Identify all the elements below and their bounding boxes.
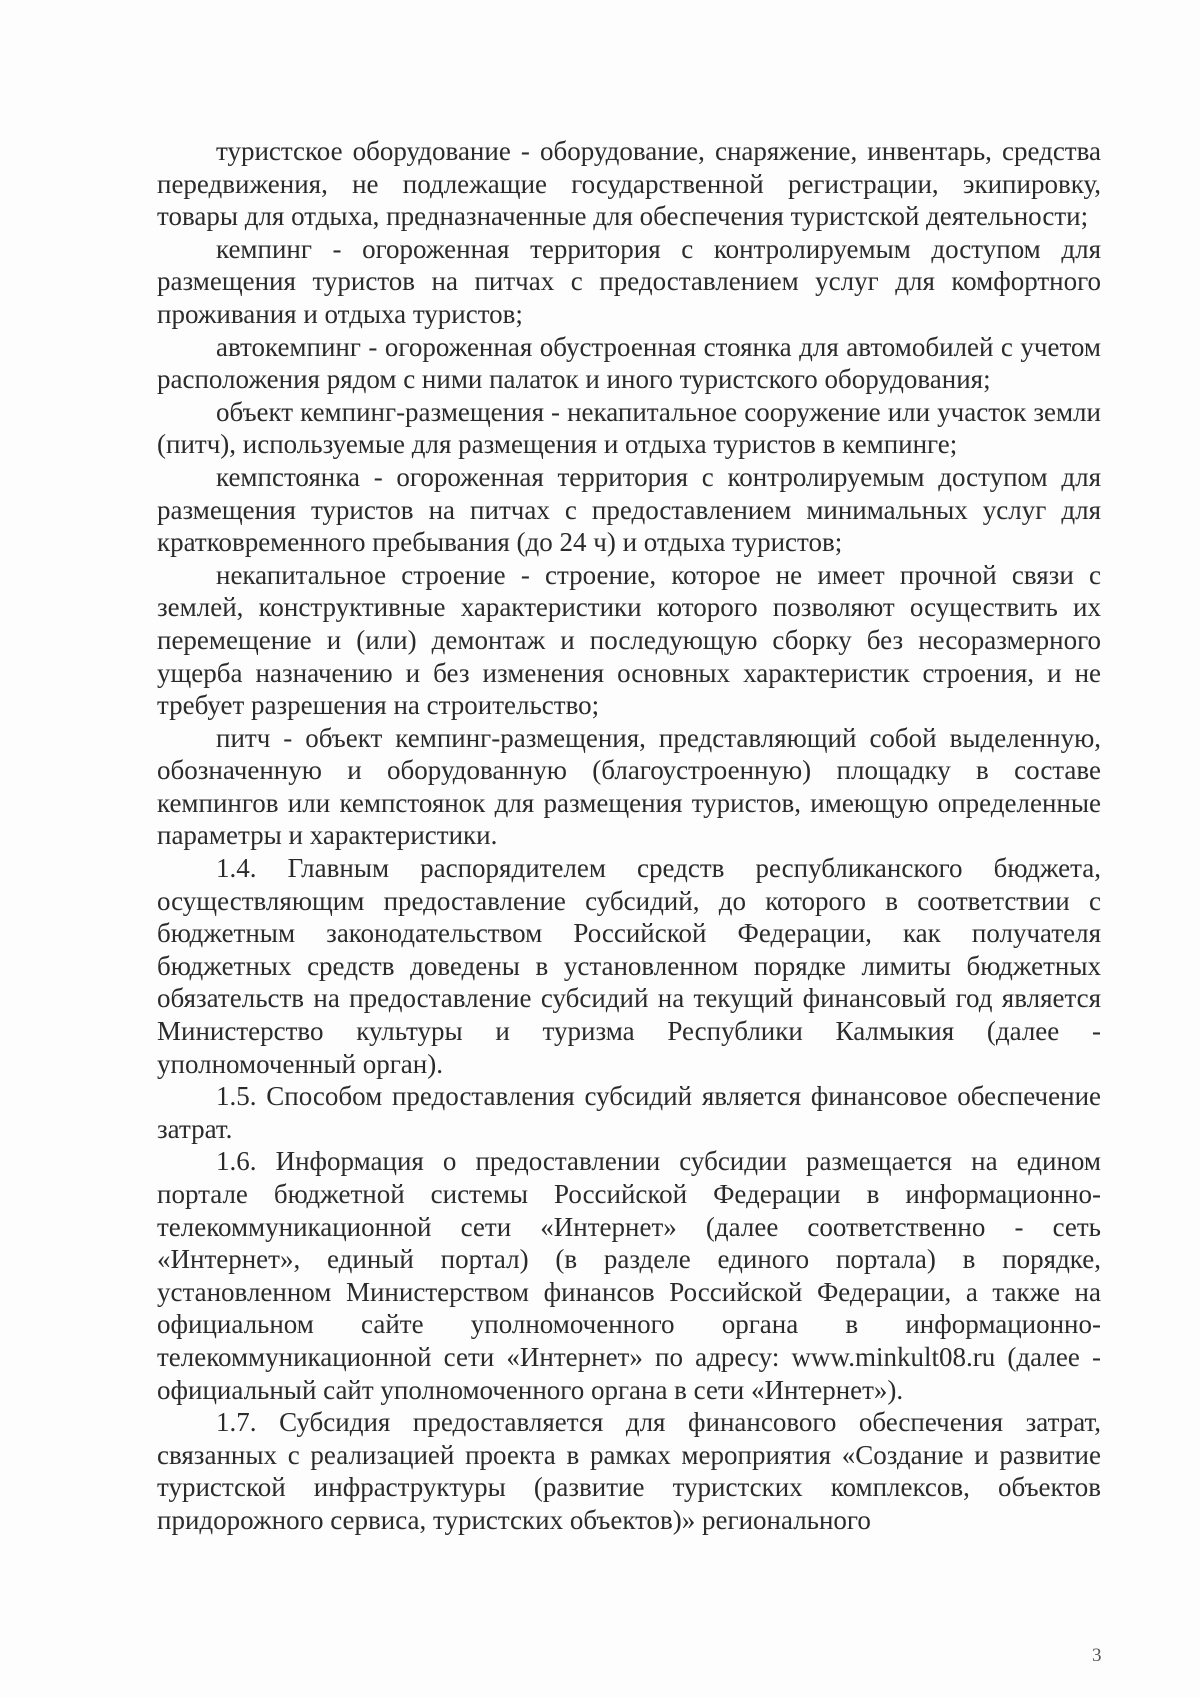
paragraph-camping: кемпинг - огороженная территория с контролируемым доступом для размещения туристов на питчах с предоставлением услуг для комфортного проживания и отдыха туристов; <box>157 233 1101 329</box>
paragraph-camp-stop: кемпстоянка - огороженная территория с контролируемым доступом для размещения туристов на питчах с предоставлением минимальных услуг для кратковременного пребывания (до 24 ч) и отдыха туристов; <box>157 461 1101 558</box>
paragraph-1-6: 1.6. Информация о предоставлении субсидии размещается на едином портале бюджетной системы Российской Федерации в информационно-телекоммуникационной сети «Интернет» (далее соответственно - сеть «Интернет», единый портал) (в разделе единого портала) в порядке, установленном Министерством финансов Российской Федерации, а также на официальном сайте уполномоченного органа в информационно-телекоммуникационной сети «Интернет» по адресу: www.minkult08.ru (далее - официальный сайт уполномоченного органа в сети «Интернет»). <box>157 1146 1101 1405</box>
paragraph-autocamping: автокемпинг - огороженная обустроенная стоянка для автомобилей с учетом расположения рядом с ними палаток и иного туристского оборудования; <box>157 331 1101 395</box>
paragraph-1-4: 1.4. Главным распорядителем средств республиканского бюджета, осуществляющим предоставление субсидий, до которого в соответствии с бюджетным законодательством Российской Федерации, как получателя бюджетных средств доведены в установленном порядке лимиты бюджетных обязательств на предоставление субсидий на текущий финансовый год является Министерство культуры и туризма Республики Калмыкия (далее - уполномоченный орган). <box>157 853 1101 1079</box>
page-number: 3 <box>1092 1645 1102 1666</box>
paragraph-pitch: питч - объект кемпинг-размещения, представляющий собой выделенную, обозначенную и оборудованную (благоустроенную) площадку в составе кемпингов или кемпстоянок для размещения туристов, имеющую определенные параметры и характеристики. <box>157 722 1101 851</box>
paragraph-1-7: 1.7. Субсидия предоставляется для финансового обеспечения затрат, связанных с реализацией проекта в рамках мероприятия «Создание и развитие туристской инфраструктуры (развитие туристских комплексов, объектов придорожного сервиса, туристских объектов)» регионального <box>157 1407 1101 1535</box>
document-body <box>157 135 1101 1537</box>
paragraph-camping-placement-object: объект кемпинг-размещения - некапитальное сооружение или участок земли (питч), используемые для размещения и отдыха туристов в кемпинге; <box>157 396 1101 460</box>
paragraph-tourist-equipment: туристское оборудование - оборудование, снаряжение, инвентарь, средства передвижения, не подлежащие государственной регистрации, экипировку, товары для отдыха, предназначенные для обеспечения туристской деятельности; <box>157 136 1101 232</box>
paragraph-non-capital-structure: некапитальное строение - строение, которое не имеет прочной связи с землей, конструктивные характеристики которого позволяют осуществить их перемещение и (или) демонтаж и последующую сборку без несоразмерного ущерба назначению и без изменения основных характеристик строения, и не требует разрешения на строительство; <box>157 559 1101 721</box>
paragraph-1-5: 1.5. Способом предоставления субсидий является финансовое обеспечение затрат. <box>157 1081 1101 1144</box>
